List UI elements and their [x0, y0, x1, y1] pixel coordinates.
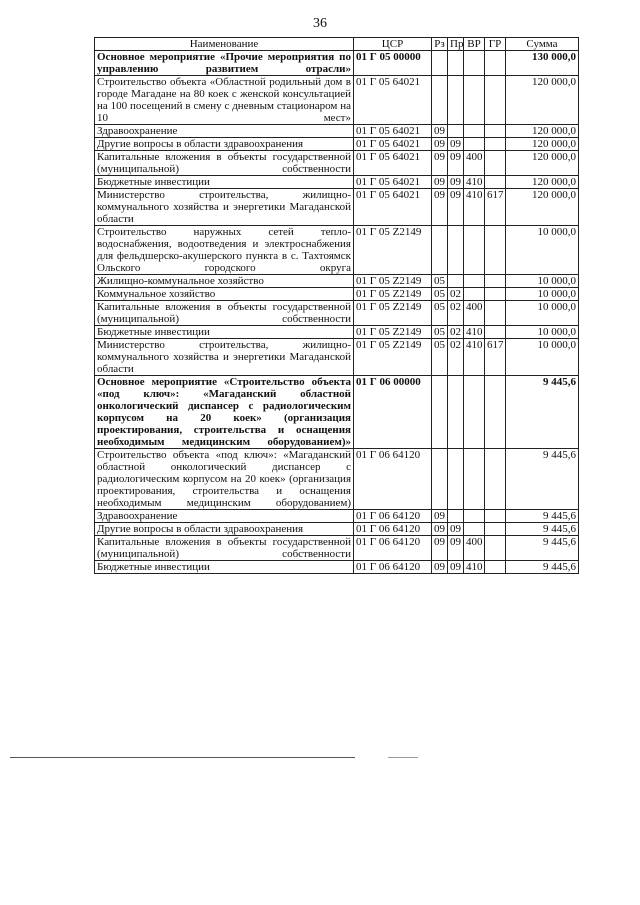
cell-sum: 9 445,6: [506, 510, 579, 523]
header-name: Наименование: [95, 38, 354, 51]
cell-vr: 410: [464, 176, 485, 189]
cell-sum: 120 000,0: [506, 189, 579, 226]
cell-name: Строительство объекта «Областной родильный дом в городе Магадане на 80 коек с женской консультацией на 100 посещений в смену с дневным стационаром на 10 мест»: [95, 76, 354, 125]
cell-gr: [485, 76, 506, 125]
cell-sum: 120 000,0: [506, 138, 579, 151]
cell-rz: 09: [432, 138, 448, 151]
cell-name: Бюджетные инвестиции: [95, 326, 354, 339]
cell-csr: 01 Г 05 Z2149: [354, 301, 432, 326]
cell-csr: 01 Г 06 64120: [354, 536, 432, 561]
cell-name: Министерство строительства, жилищно-коммунального хозяйства и энергетики Магаданской области: [95, 189, 354, 226]
cell-name: Строительство объекта «под ключ»: «Магаданский областной онкологический диспансер с радиологическим корпусом на 20 коек» (организация проектирования, строительства и оснащения необходимым медицинским оборудованием): [95, 449, 354, 510]
cell-gr: [485, 376, 506, 449]
cell-pr: [448, 226, 464, 275]
cell-vr: [464, 138, 485, 151]
cell-gr: [485, 176, 506, 189]
cell-rz: 09: [432, 151, 448, 176]
cell-pr: [448, 449, 464, 510]
cell-rz: 09: [432, 125, 448, 138]
cell-sum: 9 445,6: [506, 449, 579, 510]
table-row: [95, 536, 579, 561]
cell-sum: 120 000,0: [506, 151, 579, 176]
cell-pr: [448, 510, 464, 523]
cell-rz: [432, 226, 448, 275]
cell-vr: [464, 288, 485, 301]
cell-gr: [485, 326, 506, 339]
cell-vr: [464, 51, 485, 76]
table-row: [95, 510, 579, 523]
header-rz: Рз: [432, 38, 448, 51]
cell-rz: 05: [432, 288, 448, 301]
cell-vr: 410: [464, 326, 485, 339]
cell-csr: 01 Г 05 64021: [354, 76, 432, 125]
table-row: [95, 339, 579, 376]
table-row: [95, 189, 579, 226]
cell-name: Основное мероприятие «Строительство объекта «под ключ»: «Магаданский областной онкологический диспансер с радиологическим корпусом на 20 коек» (организация проектирования, строительства и оснащения необходимым медицинским оборудованием)»: [95, 376, 354, 449]
cell-vr: [464, 510, 485, 523]
cell-sum: 120 000,0: [506, 176, 579, 189]
cell-vr: [464, 449, 485, 510]
cell-vr: [464, 125, 485, 138]
cell-rz: 09: [432, 523, 448, 536]
cell-name: Другие вопросы в области здравоохранения: [95, 523, 354, 536]
cell-gr: [485, 288, 506, 301]
cell-rz: 09: [432, 176, 448, 189]
cell-csr: 01 Г 05 64021: [354, 189, 432, 226]
cell-vr: 410: [464, 189, 485, 226]
cell-pr: [448, 51, 464, 76]
cell-name: Капитальные вложения в объекты государственной (муниципальной) собственности: [95, 536, 354, 561]
cell-sum: 10 000,0: [506, 339, 579, 376]
cell-csr: 01 Г 06 64120: [354, 510, 432, 523]
cell-name: Основное мероприятие «Прочие мероприятия по управлению развитием отрасли»: [95, 51, 354, 76]
cell-rz: 09: [432, 536, 448, 561]
cell-name: Строительство наружных сетей тепло-водоснабжения, водоотведения и электроснабжения для фельдшерско-акушерского пункта в с. Тахтоямск Ольского городского округа: [95, 226, 354, 275]
cell-name: Здравоохранение: [95, 510, 354, 523]
header-sum: Сумма: [506, 38, 579, 51]
cell-rz: 09: [432, 561, 448, 574]
table-row: [95, 523, 579, 536]
cell-pr: 09: [448, 189, 464, 226]
cell-sum: 9 445,6: [506, 536, 579, 561]
cell-vr: [464, 226, 485, 275]
table-row: [95, 151, 579, 176]
footer-divider: [10, 757, 355, 758]
cell-gr: [485, 226, 506, 275]
table-body: [95, 51, 579, 574]
table-row: [95, 76, 579, 125]
cell-csr: 01 Г 05 00000: [354, 51, 432, 76]
cell-gr: 617: [485, 339, 506, 376]
cell-name: Министерство строительства, жилищно-коммунального хозяйства и энергетики Магаданской области: [95, 339, 354, 376]
cell-vr: [464, 376, 485, 449]
cell-csr: 01 Г 05 Z2149: [354, 339, 432, 376]
cell-name: Другие вопросы в области здравоохранения: [95, 138, 354, 151]
table-row: [95, 138, 579, 151]
cell-sum: 9 445,6: [506, 523, 579, 536]
cell-sum: 10 000,0: [506, 275, 579, 288]
cell-vr: 410: [464, 339, 485, 376]
cell-name: Капитальные вложения в объекты государственной (муниципальной) собственности: [95, 301, 354, 326]
cell-rz: 05: [432, 339, 448, 376]
cell-pr: 02: [448, 301, 464, 326]
cell-rz: [432, 449, 448, 510]
cell-gr: 617: [485, 189, 506, 226]
cell-name: Здравоохранение: [95, 125, 354, 138]
cell-vr: 400: [464, 151, 485, 176]
cell-gr: [485, 151, 506, 176]
cell-gr: [485, 275, 506, 288]
table-row: [95, 561, 579, 574]
cell-name: Бюджетные инвестиции: [95, 561, 354, 574]
cell-pr: [448, 76, 464, 125]
cell-sum: 9 445,6: [506, 561, 579, 574]
cell-rz: [432, 76, 448, 125]
cell-sum: 120 000,0: [506, 125, 579, 138]
cell-vr: [464, 523, 485, 536]
cell-name: Коммунальное хозяйство: [95, 288, 354, 301]
cell-gr: [485, 301, 506, 326]
table-row: [95, 449, 579, 510]
cell-gr: [485, 561, 506, 574]
cell-csr: 01 Г 06 64120: [354, 523, 432, 536]
cell-pr: 02: [448, 339, 464, 376]
cell-gr: [485, 536, 506, 561]
cell-name: Капитальные вложения в объекты государственной (муниципальной) собственности: [95, 151, 354, 176]
cell-rz: [432, 376, 448, 449]
cell-pr: 09: [448, 151, 464, 176]
cell-rz: 09: [432, 510, 448, 523]
table-row: [95, 176, 579, 189]
table-row: [95, 275, 579, 288]
table-row: [95, 226, 579, 275]
budget-table: [94, 37, 579, 574]
cell-pr: 02: [448, 326, 464, 339]
cell-rz: 05: [432, 275, 448, 288]
table-row: [95, 326, 579, 339]
cell-vr: [464, 76, 485, 125]
cell-sum: 120 000,0: [506, 76, 579, 125]
cell-pr: [448, 125, 464, 138]
cell-sum: 9 445,6: [506, 376, 579, 449]
table-row: [95, 301, 579, 326]
cell-name: Жилищно-коммунальное хозяйство: [95, 275, 354, 288]
cell-sum: 10 000,0: [506, 301, 579, 326]
cell-sum: 10 000,0: [506, 226, 579, 275]
cell-csr: 01 Г 05 Z2149: [354, 226, 432, 275]
table-header-row: [95, 38, 579, 51]
header-vr: ВР: [464, 38, 485, 51]
cell-sum: 130 000,0: [506, 51, 579, 76]
cell-pr: 09: [448, 536, 464, 561]
cell-vr: [464, 275, 485, 288]
cell-csr: 01 Г 05 64021: [354, 138, 432, 151]
cell-pr: 09: [448, 138, 464, 151]
cell-rz: 05: [432, 301, 448, 326]
cell-gr: [485, 510, 506, 523]
cell-csr: 01 Г 05 64021: [354, 151, 432, 176]
cell-pr: 02: [448, 288, 464, 301]
cell-vr: 410: [464, 561, 485, 574]
footer-divider-short: [388, 757, 418, 758]
cell-csr: 01 Г 05 64021: [354, 176, 432, 189]
cell-csr: 01 Г 06 64120: [354, 561, 432, 574]
cell-sum: 10 000,0: [506, 288, 579, 301]
table-row: [95, 51, 579, 76]
cell-gr: [485, 51, 506, 76]
cell-pr: [448, 376, 464, 449]
cell-rz: 05: [432, 326, 448, 339]
cell-pr: [448, 275, 464, 288]
cell-gr: [485, 138, 506, 151]
header-pr: Пр: [448, 38, 464, 51]
cell-pr: 09: [448, 176, 464, 189]
cell-csr: 01 Г 05 Z2149: [354, 288, 432, 301]
cell-gr: [485, 449, 506, 510]
cell-pr: 09: [448, 561, 464, 574]
cell-pr: 09: [448, 523, 464, 536]
cell-csr: 01 Г 05 Z2149: [354, 326, 432, 339]
cell-vr: 400: [464, 536, 485, 561]
cell-csr: 01 Г 05 Z2149: [354, 275, 432, 288]
page-number: 36: [313, 16, 327, 31]
cell-gr: [485, 125, 506, 138]
cell-csr: 01 Г 06 64120: [354, 449, 432, 510]
cell-sum: 10 000,0: [506, 326, 579, 339]
table-row: [95, 376, 579, 449]
cell-gr: [485, 523, 506, 536]
table-row: [95, 288, 579, 301]
header-csr: ЦСР: [354, 38, 432, 51]
header-gr: ГР: [485, 38, 506, 51]
cell-name: Бюджетные инвестиции: [95, 176, 354, 189]
cell-vr: 400: [464, 301, 485, 326]
cell-csr: 01 Г 05 64021: [354, 125, 432, 138]
cell-rz: 09: [432, 189, 448, 226]
table-row: [95, 125, 579, 138]
cell-rz: [432, 51, 448, 76]
cell-csr: 01 Г 06 00000: [354, 376, 432, 449]
